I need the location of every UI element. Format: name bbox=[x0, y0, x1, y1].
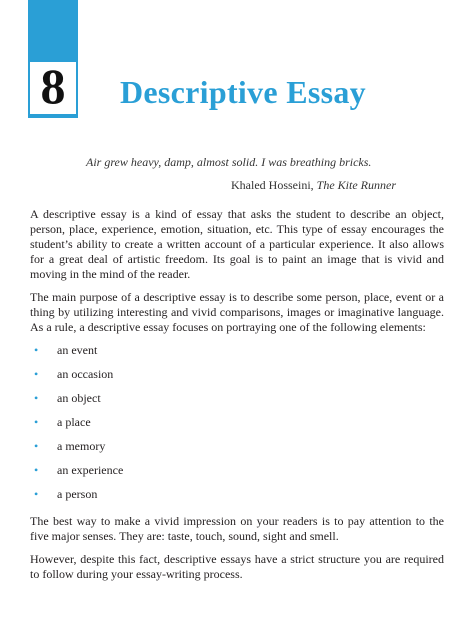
epigraph-work: The Kite Runner bbox=[316, 178, 396, 192]
bullet-icon: • bbox=[34, 463, 39, 477]
list-item bbox=[30, 487, 444, 511]
bullet-icon: • bbox=[34, 439, 39, 453]
list-item bbox=[30, 343, 444, 367]
structure-paragraph: However, despite this fact, descriptive essays have a strict structure you are required to follow during your essay-writing process. bbox=[30, 552, 444, 581]
list-item bbox=[30, 463, 444, 487]
list-item bbox=[30, 391, 444, 415]
list-item bbox=[30, 415, 444, 439]
list-item-label: an object bbox=[57, 391, 101, 405]
senses-paragraph: The best way to make a vivid impression on your readers is to pay attention to the five major senses. They are: taste, touch, sound, sight and smell. bbox=[30, 514, 444, 543]
epigraph-author: Khaled Hosseini, bbox=[231, 178, 317, 192]
list-item-label: an experience bbox=[57, 463, 124, 477]
chapter-title: Descriptive Essay bbox=[120, 74, 366, 110]
list-item-label: an event bbox=[57, 343, 98, 357]
list-item-label: a place bbox=[57, 415, 91, 429]
list-item bbox=[30, 367, 444, 391]
list-item bbox=[30, 439, 444, 463]
bullet-icon: • bbox=[34, 391, 39, 405]
epigraph-quote: Air grew heavy, damp, almost solid. I was breathing bricks. bbox=[86, 155, 372, 169]
bullet-icon: • bbox=[34, 487, 39, 501]
bullet-icon: • bbox=[34, 415, 39, 429]
list-item-label: a memory bbox=[57, 439, 106, 453]
essay-body bbox=[30, 207, 444, 590]
epigraph-attribution bbox=[231, 178, 396, 193]
list-item-label: an occasion bbox=[57, 367, 114, 381]
list-item-label: a person bbox=[57, 487, 98, 501]
bullet-icon: • bbox=[34, 367, 39, 381]
intro-paragraph: A descriptive essay is a kind of essay that asks the student to describe an object, person, place, experience, emotion, situation, etc. This type of essay encourages the student’s ability to create a written account of a particular experience. It also allows for a great deal of artistic freedom. Its goal is to paint an image that is vivid and moving in the mind of the reader. bbox=[30, 207, 444, 281]
purpose-paragraph: The main purpose of a descriptive essay is to describe some person, place, event or a thing by utilizing interesting and vivid comparisons, images or imaginative language. As a rule, a descriptive essay focuses on portraying one of the following elements: bbox=[30, 290, 444, 334]
elements-list bbox=[30, 343, 444, 511]
chapter-number: 8 bbox=[40, 58, 66, 114]
bullet-icon: • bbox=[34, 343, 39, 357]
